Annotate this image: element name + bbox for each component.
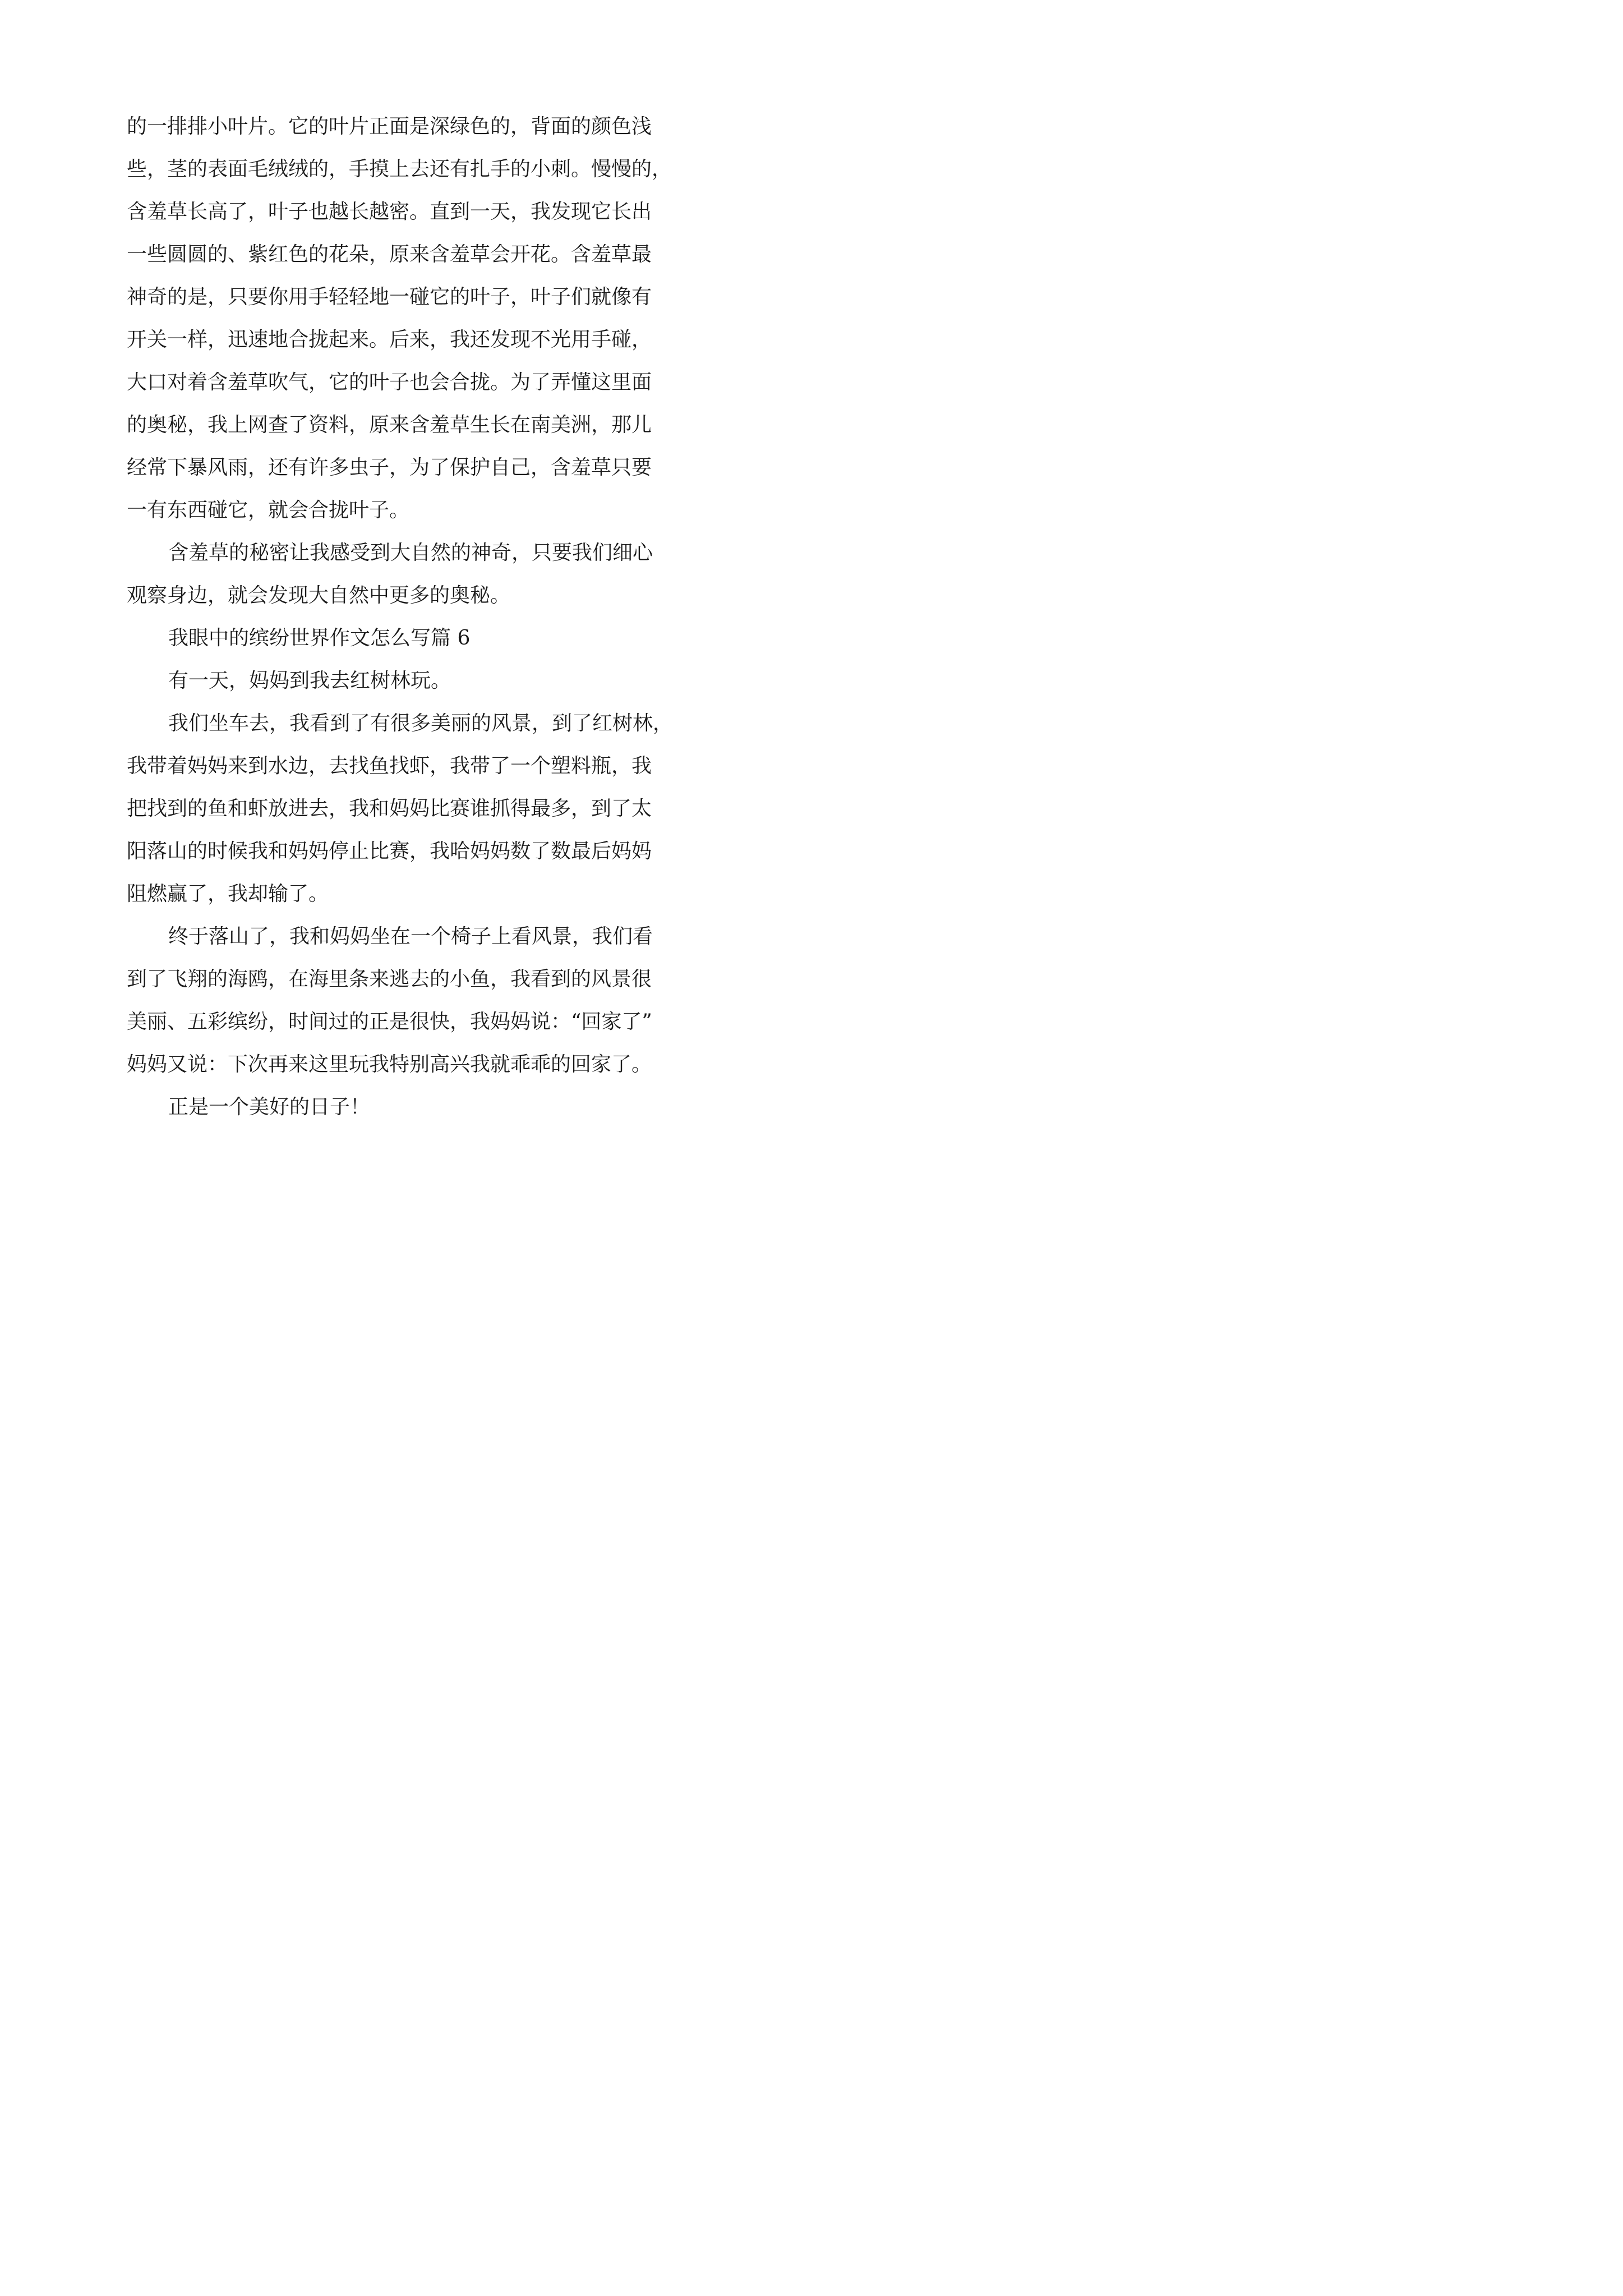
text-line: 一有东西碰它，就会合拢叶子。 [127,499,410,522]
text-line: 经常下暴风雨，还有许多虫子，为了保护自己，含羞草只要 [127,456,652,479]
body-text [127,105,693,1129]
text-line: 把找到的鱼和虾放进去，我和妈妈比赛谁抓得最多，到了太 [127,797,652,820]
text-line: 美丽、五彩缤纷，时间过的正是很快，我妈妈说：“回家了” [127,1010,652,1033]
text-line: 神奇的是，只要你用手轻轻地一碰它的叶子，叶子们就像有 [127,286,652,309]
document-page [0,0,811,1148]
text-line: 开关一样，迅速地合拢起来。后来，我还发现不光用手碰， [127,328,652,351]
text-line: 的奥秘，我上网查了资料，原来含羞草生长在南美洲，那儿 [127,413,652,436]
text-line: 观察身边，就会发现大自然中更多的奥秘。 [127,584,511,607]
text-line: 我们坐车去，我看到了有很多美丽的风景，到了红树林， [168,712,674,735]
text-line: 阻燃赢了，我却输了。 [127,882,329,905]
section-heading: 我眼中的缤纷世界作文怎么写篇 6 [168,627,471,650]
text-line: 终于落山了，我和妈妈坐在一个椅子上看风景，我们看 [168,925,653,948]
text-line: 一些圆圆的、紫红色的花朵，原来含羞草会开花。含羞草最 [127,243,652,266]
text-line: 大口对着含羞草吹气，它的叶子也会合拢。为了弄懂这里面 [127,371,652,394]
text-line: 的一排排小叶片。它的叶片正面是深绿色的，背面的颜色浅 [127,115,652,138]
text-line: 含羞草的秘密让我感受到大自然的神奇，只要我们细心 [168,541,653,564]
text-line: 到了飞翔的海鸥，在海里条来逃去的小鱼，我看到的风景很 [127,968,652,991]
text-line: 我带着妈妈来到水边，去找鱼找虾，我带了一个塑料瓶，我 [127,754,652,777]
text-line: 妈妈又说：下次再来这里玩我特别高兴我就乖乖的回家了。 [127,1053,652,1076]
text-line: 正是一个美好的日子！ [168,1096,371,1119]
text-line: 阳落山的时候我和妈妈停止比赛，我哈妈妈数了数最后妈妈 [127,840,652,863]
text-line: 有一天，妈妈到我去红树林玩。 [168,669,451,692]
text-line: 些，茎的表面毛绒绒的，手摸上去还有扎手的小刺。慢慢的， [127,158,672,181]
text-line: 含羞草长高了，叶子也越长越密。直到一天，我发现它长出 [127,200,652,223]
